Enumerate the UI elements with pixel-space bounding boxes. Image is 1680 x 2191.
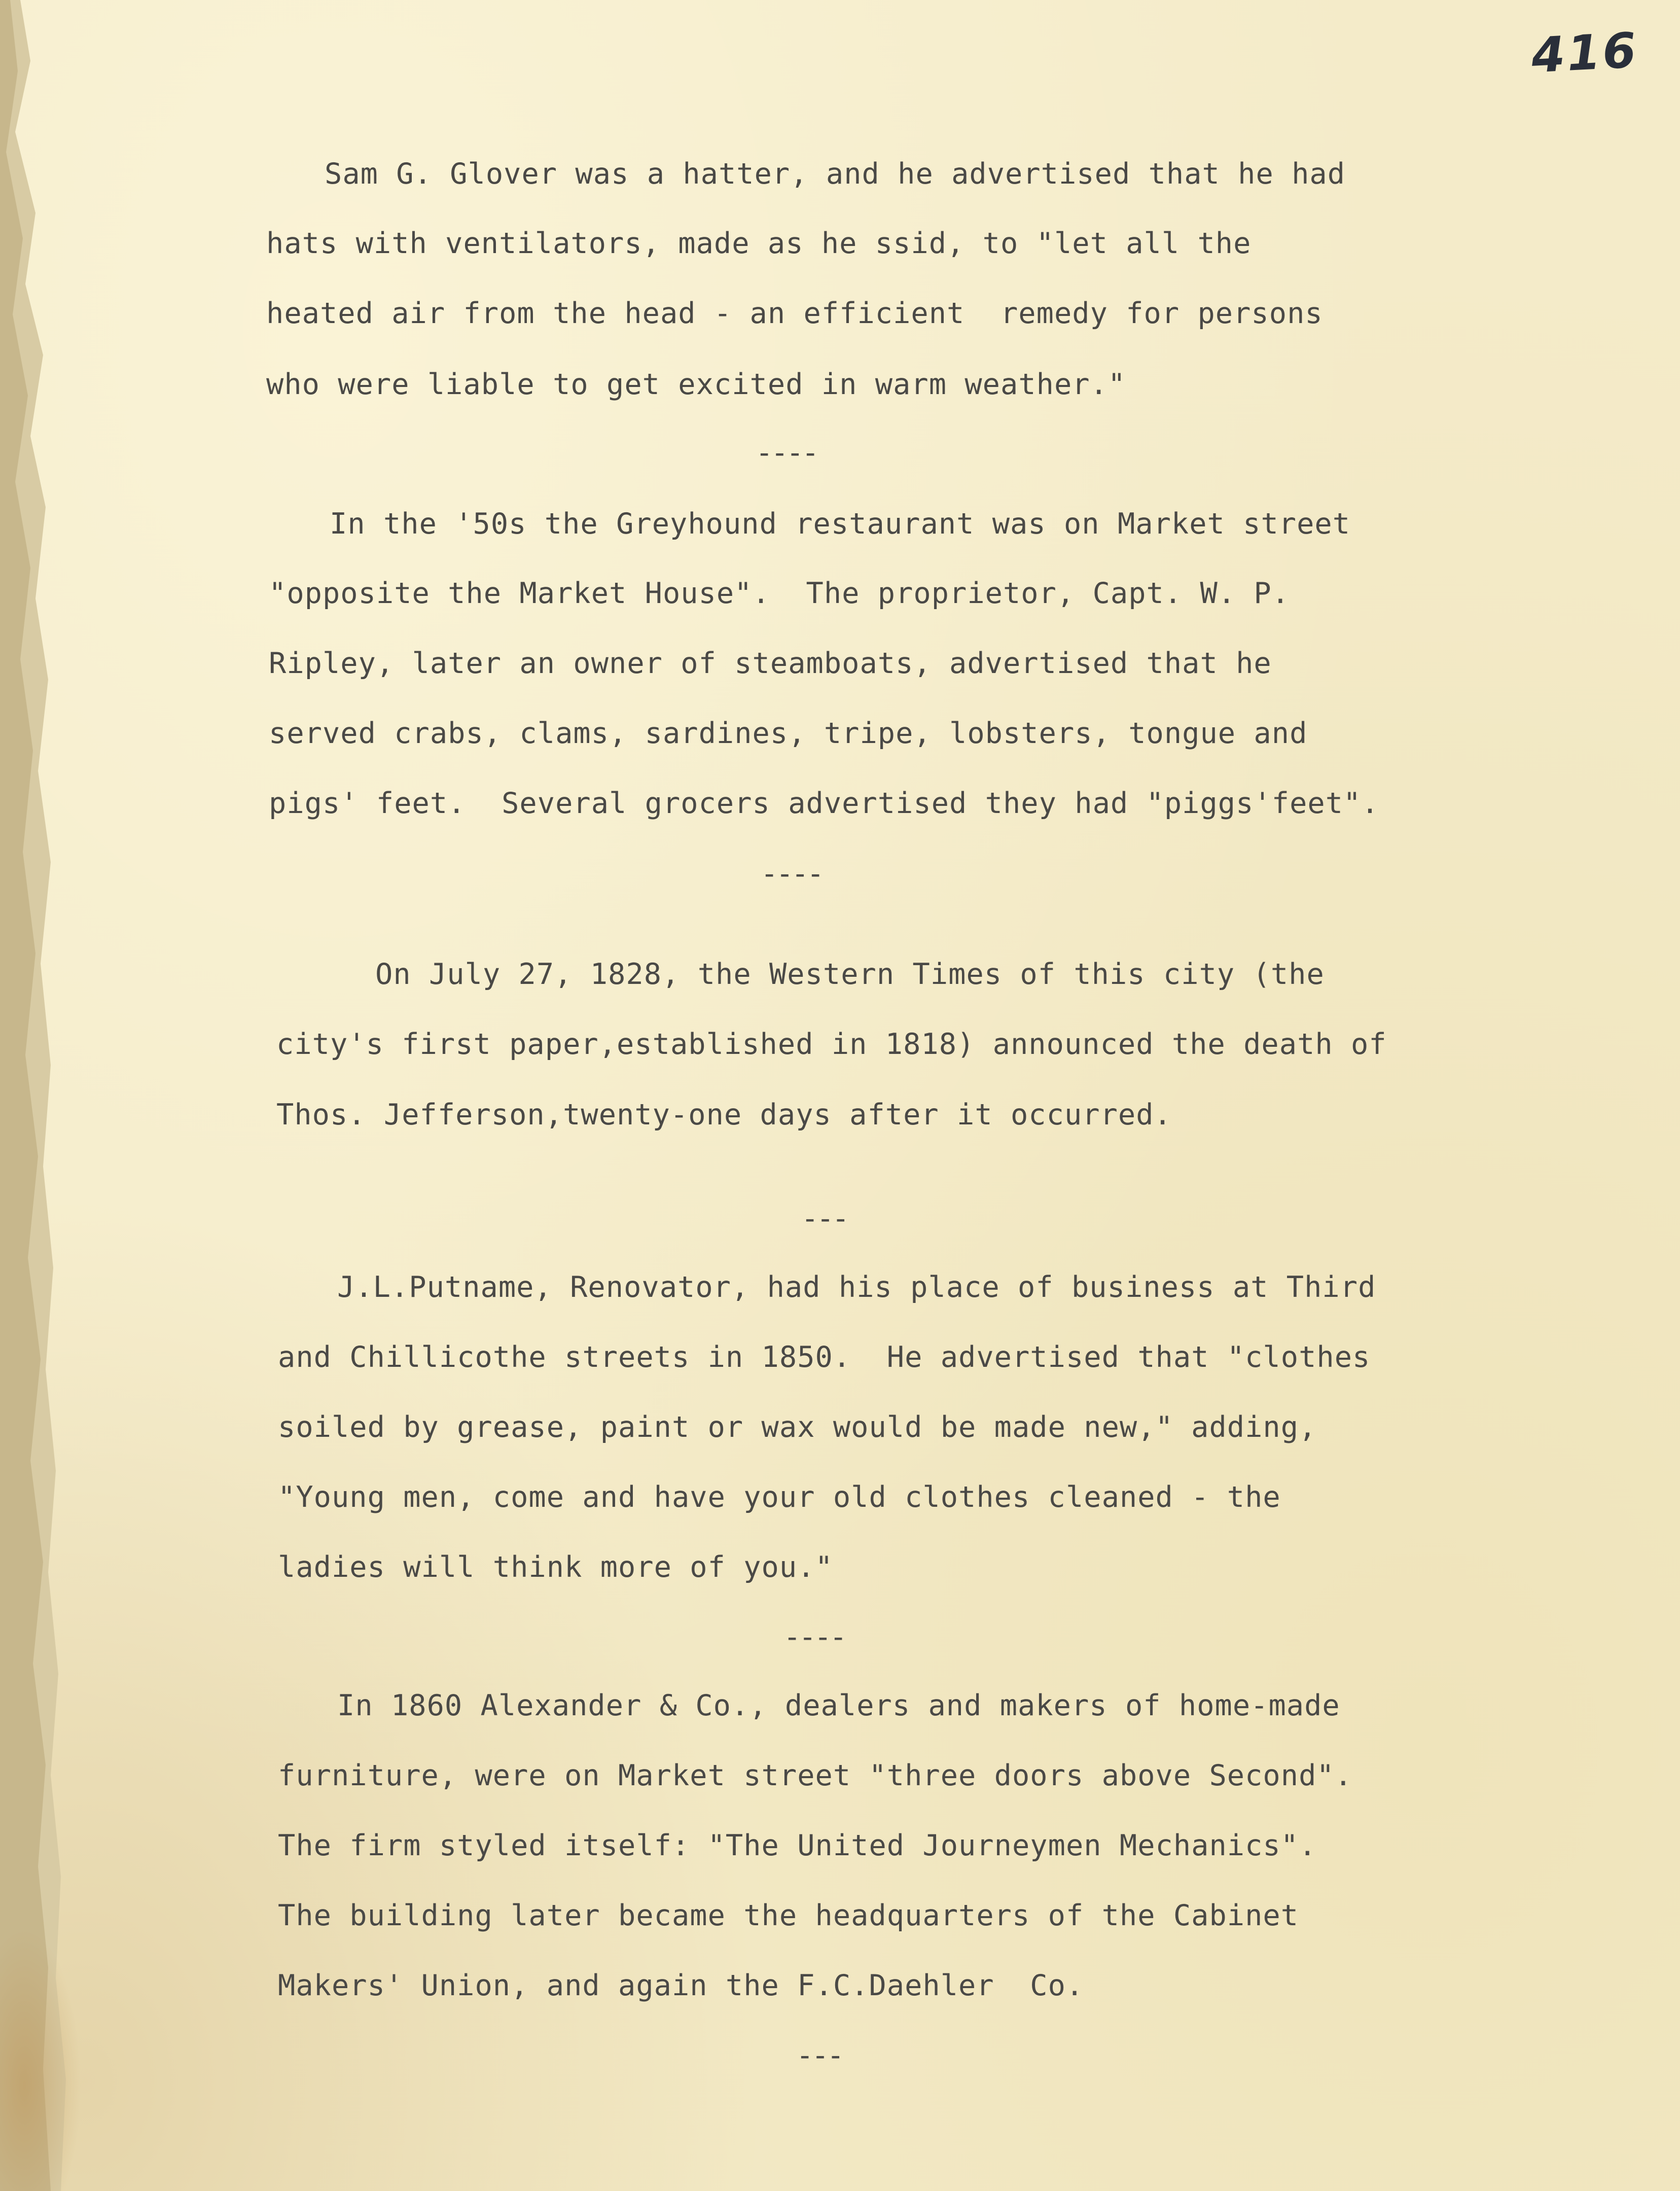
paragraph-1-line-2: hats with ventilators, made as he ssid, to "let all the [266,227,1252,260]
separator-1: ---- [756,436,817,470]
handwritten-page-number: 416 [1530,22,1640,84]
paragraph-1-line-3: heated air from the head - an efficient remedy for persons [266,297,1323,330]
paragraph-5-line-1: In 1860 Alexander & Co., dealers and makers of home-made [337,1689,1340,1722]
paragraph-3-line-2: city's first paper,established in 1818) announced the death of [276,1028,1387,1061]
separator-4: ---- [783,1620,845,1654]
paragraph-4-line-5: ladies will think more of you." [278,1550,833,1584]
paragraph-3-line-1: On July 27, 1828, the Western Times of this city (the [375,958,1325,991]
paragraph-1-line-4: who were liable to get excited in warm weather." [266,368,1126,401]
paragraph-3-line-3: Thos. Jefferson,twenty-one days after it occurred. [276,1098,1172,1132]
paragraph-4-line-1: J.L.Putname, Renovator, had his place of business at Third [337,1270,1376,1304]
water-stain [0,1927,81,2191]
paragraph-2-line-5: pigs' feet. Several grocers advertised they had "piggs'feet". [269,787,1379,820]
paragraph-5-line-3: The firm styled itself: "The United Journeymen Mechanics". [278,1829,1317,1862]
paragraph-2-line-2: "opposite the Market House". The proprietor, Capt. W. P. [269,577,1290,610]
paragraph-2-line-1: In the '50s the Greyhound restaurant was on Market street [330,507,1351,541]
paragraph-2-line-4: served crabs, clams, sardines, tripe, lobsters, tongue and [269,717,1308,750]
separator-5: --- [796,2039,842,2072]
paragraph-4-line-3: soiled by grease, paint or wax would be made new," adding, [278,1410,1317,1444]
paragraph-5-line-5: Makers' Union, and again the F.C.Daehler Co. [278,1969,1084,2002]
separator-3: --- [801,1202,847,1235]
paragraph-2-line-3: Ripley, later an owner of steamboats, advertised that he [269,647,1272,680]
torn-left-edge [0,0,91,2191]
paragraph-4-line-4: "Young men, come and have your old clothes cleaned - the [278,1480,1281,1514]
paragraph-5-line-2: furniture, were on Market street "three doors above Second". [278,1759,1353,1792]
paragraph-4-line-2: and Chillicothe streets in 1850. He advertised that "clothes [278,1340,1371,1374]
paragraph-1-line-1: Sam G. Glover was a hatter, and he advertised that he had [325,157,1346,191]
separator-2: ---- [761,857,823,891]
paragraph-5-line-4: The building later became the headquarters of the Cabinet [278,1899,1299,1932]
